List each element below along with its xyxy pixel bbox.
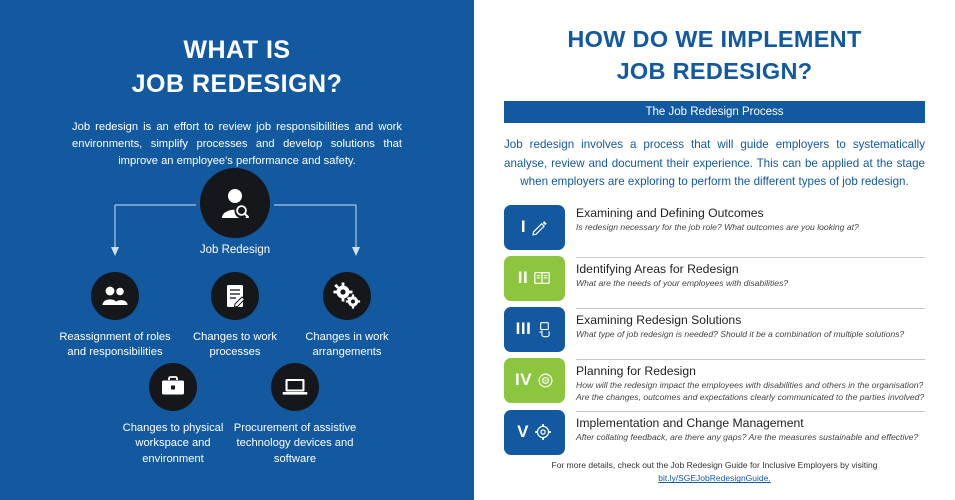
node-changes-to-physical-workspace — [108, 363, 238, 467]
step-divider — [576, 257, 925, 258]
people-icon — [100, 281, 130, 311]
left-title-line1: WHAT IS — [183, 36, 291, 64]
node-icon-circle — [271, 363, 319, 411]
step-badge — [504, 410, 565, 455]
gear-icon — [534, 423, 552, 441]
step-body — [565, 307, 925, 340]
pencil-icon — [531, 219, 548, 236]
node-reassignment-of-roles — [50, 272, 180, 361]
laptop-icon — [280, 372, 310, 402]
hub-job-redesign — [199, 168, 271, 256]
hub-icon-circle — [200, 168, 270, 238]
left-title-line2: JOB REDESIGN? — [131, 69, 343, 98]
step-body — [565, 256, 925, 289]
step-body — [565, 205, 925, 233]
node-label: Reassignment of roles and responsibilities — [59, 331, 171, 359]
step-description: What are the needs of your employees with disabilities? — [576, 277, 789, 288]
footer-text: For more details, check out the Job Redesign Guide for Inclusive Employers by visiting — [551, 459, 878, 470]
steps-list — [504, 205, 925, 455]
left-panel-title — [34, 34, 440, 101]
right-intro-text: Job redesign involves a process that will guide employers to systematically analyse, review and document their experience. This can be applied at the stage when employers are exploring to perform the different types of job redesign. — [504, 138, 925, 188]
step-item[interactable] — [504, 205, 925, 250]
node-icon-circle — [211, 272, 259, 320]
node-icon-circle — [149, 363, 197, 411]
step-item[interactable] — [504, 410, 925, 455]
step-numeral: I — [520, 217, 527, 237]
step-description: Is redesign necessary for the job role? What outcomes are you looking at? — [576, 221, 859, 232]
step-title: Implementation and Change Management — [576, 415, 804, 430]
step-item[interactable] — [504, 256, 925, 301]
hand-puzzle-icon — [536, 321, 553, 338]
step-title: Examining Redesign Solutions — [576, 312, 742, 327]
node-label: Procurement of assistive technology devices and software — [233, 422, 357, 465]
step-title: Examining and Defining Outcomes — [576, 205, 764, 220]
step-badge — [504, 256, 565, 301]
step-numeral: III — [515, 319, 532, 339]
node-label: Changes to physical workspace and environment — [122, 422, 224, 465]
step-description: What type of job redesign is needed? Should it be a combination of multiple solutions? — [576, 328, 905, 339]
step-badge — [504, 358, 565, 403]
right-title-line1: HOW DO WE IMPLEMENT — [567, 26, 862, 52]
step-item[interactable] — [504, 307, 925, 352]
footer-link[interactable]: bit.ly/SGEJobRedesignGuide. — [658, 473, 771, 484]
step-numeral: II — [517, 268, 529, 288]
node-icon-circle — [91, 272, 139, 320]
step-divider — [576, 411, 925, 412]
step-badge — [504, 307, 565, 352]
hub-label: Job Redesign — [199, 244, 271, 256]
step-description: How will the redesign impact the employees with disabilities and others in the organisation? Are the changes, outcomes and expectations clearly communicated to the parties involved? — [576, 379, 925, 403]
left-panel — [0, 0, 474, 500]
step-divider — [576, 308, 925, 309]
step-body — [565, 358, 925, 404]
step-divider — [576, 359, 925, 360]
right-panel-title — [504, 24, 925, 87]
process-bar-label: The Job Redesign Process — [504, 101, 925, 123]
node-icon-circle — [323, 272, 371, 320]
target-hand-icon — [537, 372, 554, 389]
node-changes-to-work-processes — [170, 272, 300, 361]
step-title: Planning for Redesign — [576, 363, 696, 378]
briefcase-icon — [159, 373, 187, 401]
person-search-icon — [213, 181, 257, 225]
right-panel — [474, 0, 955, 500]
node-label: Changes in work arrangements — [305, 331, 389, 359]
step-title: Identifying Areas for Redesign — [576, 261, 739, 276]
book-icon — [533, 269, 551, 287]
step-description: After collating feedback, are there any gaps? Are the measures sustainable and effective? — [576, 431, 919, 442]
node-procurement-assistive-technology — [230, 363, 360, 467]
right-title-line2: JOB REDESIGN? — [616, 57, 813, 84]
left-intro-text: Job redesign is an effort to review job responsibilities and work environments, simplify processes and develop solutions that improve an employee's performance and safety. — [72, 121, 402, 168]
node-label: Changes to work processes — [193, 331, 277, 359]
footer-note — [504, 459, 925, 486]
step-numeral: V — [517, 422, 529, 442]
gears-icon — [332, 281, 362, 311]
document-edit-icon — [221, 282, 249, 310]
node-changes-in-work-arrangements — [282, 272, 412, 361]
step-numeral: IV — [514, 370, 533, 390]
step-body — [565, 410, 925, 443]
step-item[interactable] — [504, 358, 925, 404]
step-badge — [504, 205, 565, 250]
